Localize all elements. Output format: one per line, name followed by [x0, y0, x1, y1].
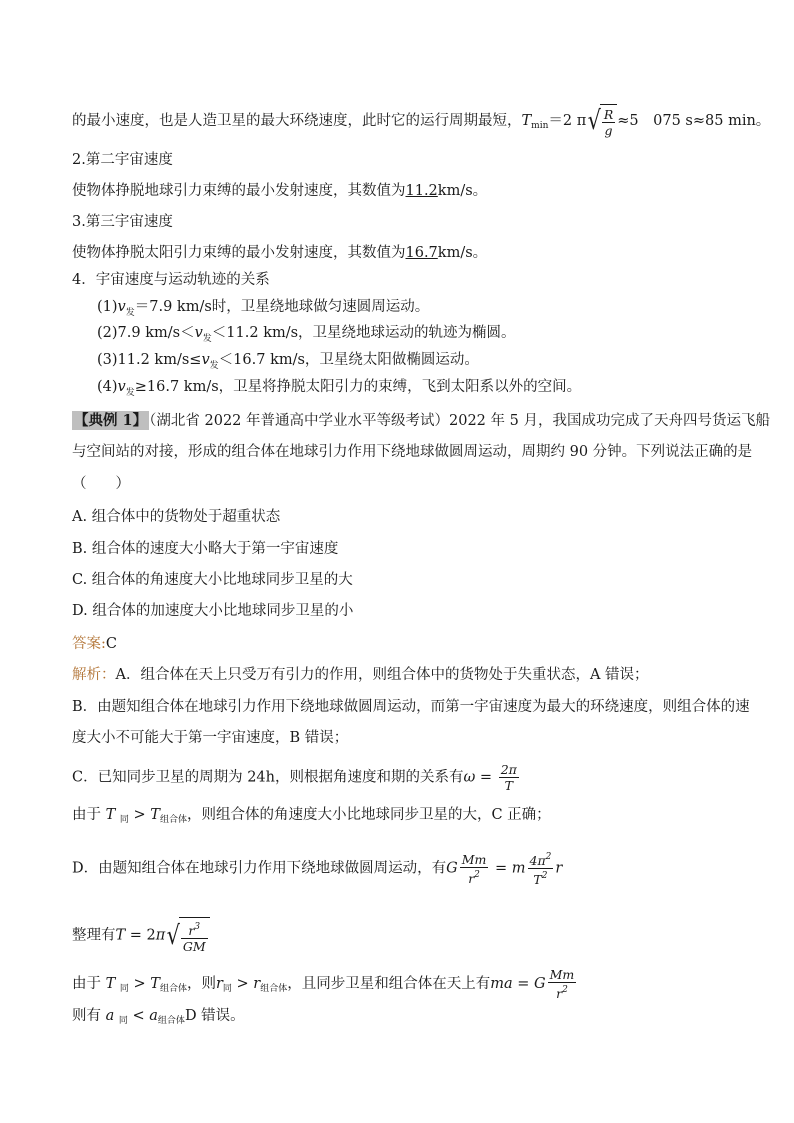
analysis-tidy: 整理有T = 2π√ $\frac{r^3}{GM}$: [72, 917, 210, 954]
analysis-a-text: A．组合体在天上只受万有引力的作用，则组合体中的货物处于失重状态，A 错误；: [115, 667, 649, 683]
c2-pre: 由于: [72, 807, 101, 823]
answer-line: [72, 634, 117, 654]
analysis-b1: B．由题知组合体在地球引力作用下绕地球做圆周运动，而第一宇宙速度为最大的环绕速度，则组合体的速: [72, 699, 750, 715]
omega-num: 2π: [500, 762, 517, 777]
omega-symbol: ω: [463, 769, 476, 786]
third-speed-before: 使物体挣脱太阳引力束缚的最小发射速度，其数值为: [72, 245, 406, 261]
relation-item-text: ≥16.7 km/s，卫星将挣脱太阳引力的束缚，飞到太阳系以外的空间。: [134, 379, 582, 395]
f-pre: 则有: [72, 1008, 101, 1024]
answer-value: C: [105, 636, 117, 652]
relation-item-prefix: (2)7.9 km/s＜: [97, 325, 195, 341]
first-speed-text: 的最小速度，也是人造卫星的最大环绕速度，此时它的运行周期最短，: [72, 113, 522, 129]
first-speed-line: [72, 104, 770, 138]
tmin-eq: ＝2 π: [548, 113, 587, 129]
relation-heading: 4．宇宙速度与运动轨迹的关系: [72, 272, 270, 288]
velocity-symbol: v: [201, 352, 210, 368]
e-mid2: ，且同步卫星和组合体在天上有: [287, 976, 491, 992]
velocity-symbol: v: [194, 325, 203, 341]
analysis-e: 由于 T $_同 > T_{组合体}$，则$r_同 > r_{组合体}$，且同步卫星和组合体在天上有ma = G $\frac{Mm}{r^2}$: [72, 967, 575, 1001]
analysis-f: 则有 a $_同 < a_{组合体}D$ 错误。: [72, 1008, 245, 1026]
third-speed-after: km/s。: [437, 245, 488, 261]
tidy-num: r: [188, 923, 195, 938]
sub-zuhe: 组合体: [159, 815, 187, 825]
d-den1: r: [468, 870, 475, 886]
option-a: A. 组合体中的货物处于超重状态: [72, 509, 281, 525]
d-den2: T: [533, 872, 542, 887]
analysis-c1-text: C．已知同步卫星的周期为 24h，则根据角速度和期的关系有: [72, 769, 464, 786]
velocity-symbol: v: [117, 379, 126, 395]
c2-mid: ，则组合体的角速度大小比地球同步卫星的大，C 正确；: [186, 807, 551, 823]
answer-label: 答案:: [72, 636, 106, 652]
tmin-approx: ≈5 075 s≈85 min。: [617, 113, 771, 129]
relation-item-text: ＝7.9 km/s时，卫星绕地球做匀速圆周运动。: [134, 299, 430, 315]
option-c: C. 组合体的角速度大小比地球同步卫星的大: [72, 572, 353, 588]
relation-item-1: [97, 297, 429, 323]
e-mid: ，则: [186, 976, 216, 992]
second-speed-after: km/s。: [437, 183, 488, 199]
second-speed-before: 使物体挣脱地球引力束缚的最小发射速度，其数值为: [72, 183, 406, 199]
analysis-b2: 度大小不可能大于第一宇宙速度，B 错误；: [72, 730, 349, 746]
third-speed-heading: 3.第三宇宙速度: [72, 214, 173, 230]
relation-item-prefix: (4): [97, 379, 118, 395]
relation-item-prefix: (1): [97, 299, 118, 315]
velocity-symbol: v: [117, 299, 126, 315]
relation-item-prefix: (3)11.2 km/s≤: [97, 352, 202, 368]
example-text-1: （湖北省 2022 年普通高中学业水平等级考试）2022 年 5 月，我国成功完成了天舟四号货运飞船: [149, 413, 770, 429]
velocity-subscript: 发: [202, 334, 212, 344]
relation-item-3: [97, 350, 479, 376]
analysis-c1: C．已知同步卫星的周期为 24h，则根据角速度和期的关系有ω = $\frac{2\pi}{T}$: [72, 762, 517, 793]
tmin-num: R: [603, 107, 614, 122]
e-pre: 由于: [72, 976, 101, 992]
third-speed-text: [72, 243, 487, 263]
second-speed-text: [72, 181, 487, 201]
sub-tong: 同: [119, 815, 129, 825]
d-num1: Mm: [461, 851, 487, 867]
relation-item-2: [97, 323, 516, 349]
second-speed-value: 11.2: [405, 183, 438, 199]
tidy-text: 整理有: [72, 927, 116, 944]
velocity-subscript: 发: [209, 361, 219, 371]
example-line-1: [72, 411, 770, 431]
analysis-c2: 由于 T $_同 > T_{组合体}$，则组合体的角速度大小比地球同步卫星的大，C 正确；: [72, 807, 551, 825]
relation-item-text: ＜16.7 km/s，卫星绕太阳做椭圆运动。: [218, 352, 479, 368]
option-d: D. 组合体的加速度大小比地球同步卫星的小: [72, 603, 354, 619]
example-tag: 【典例 1】: [74, 412, 148, 429]
d1-text: D．由题知组合体在地球引力作用下绕地球做圆周运动，有: [72, 860, 447, 877]
example-line-2: 与空间站的对接，形成的组合体在地球引力作用下绕地球做圆周运动，周期约 90 分钟。下列说法正确的是: [72, 444, 753, 460]
tmin-den: g: [604, 123, 613, 138]
omega-den: T: [504, 778, 513, 793]
analysis-d1: D．由题知组合体在地球引力作用下绕地球做圆周运动，有G $\frac{Mm}{r^2}$ = m $\frac{4\pi^2}{T^2}$ r: [72, 851, 563, 887]
tmin-symbol: T: [521, 113, 532, 129]
analysis-a: [72, 665, 649, 685]
d-num2: 4π: [529, 853, 546, 868]
relation-item-text: ＜11.2 km/s，卫星绕地球运动的轨迹为椭圆。: [211, 325, 516, 341]
third-speed-value: 16.7: [405, 245, 438, 261]
second-speed-heading: 2.第二宇宙速度: [72, 152, 173, 168]
example-line-3: （ ）: [72, 476, 130, 492]
tmin-sqrt: √ $\frac{R}{g}$: [586, 104, 617, 138]
option-b: B. 组合体的速度大小略大于第一宇宙速度: [72, 541, 339, 557]
analysis-label: 解析：: [72, 667, 116, 683]
relation-item-4: [97, 377, 581, 403]
f-post: D 错误。: [184, 1008, 245, 1024]
tidy-den: GM: [182, 939, 206, 954]
velocity-subscript: 发: [125, 388, 135, 398]
velocity-subscript: 发: [125, 308, 135, 318]
tmin-subscript: min: [531, 121, 549, 131]
